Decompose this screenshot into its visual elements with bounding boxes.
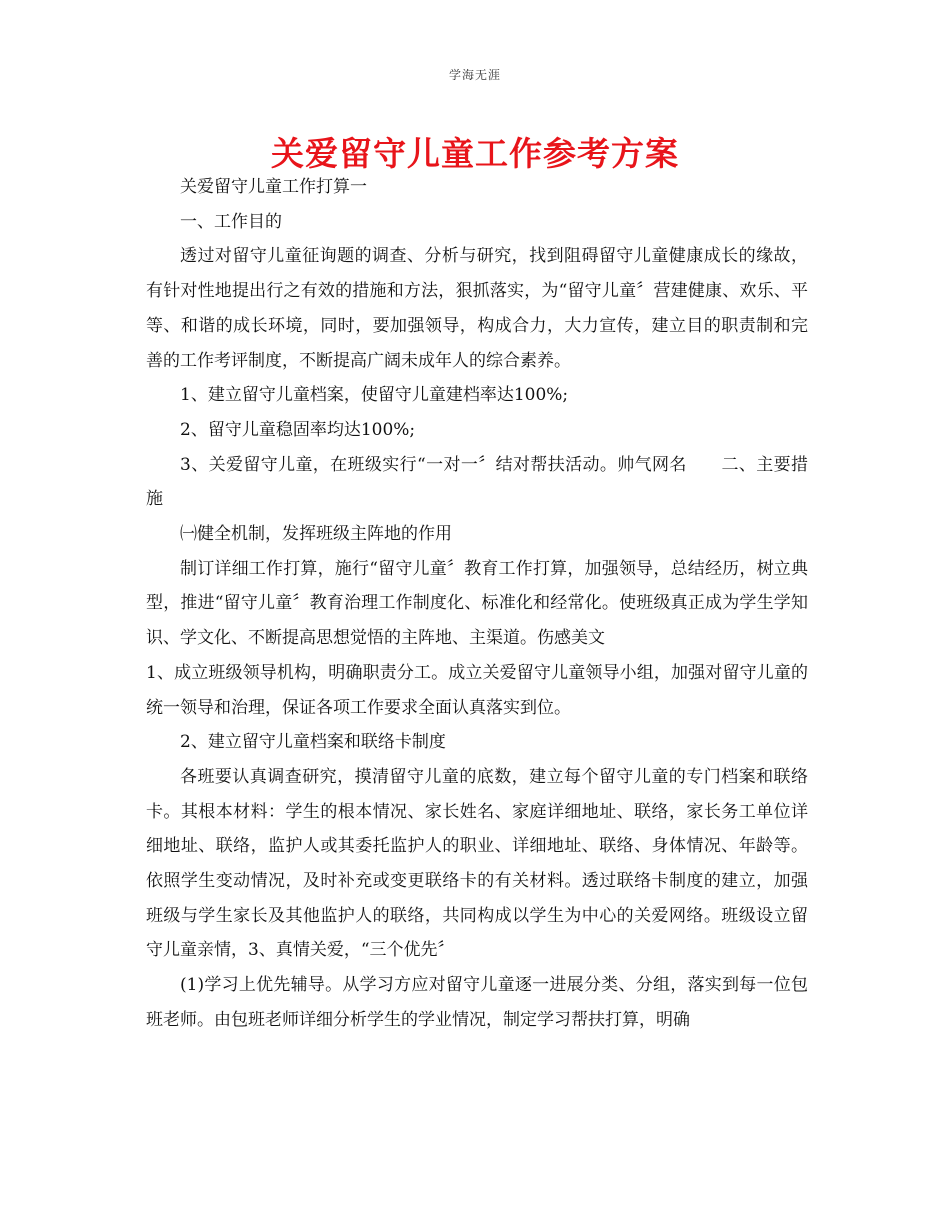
- section-heading: ㈠健全机制，发挥班级主阵地的作用: [180, 524, 452, 545]
- document-body: [146, 170, 808, 1038]
- list-item: (1)学习上优先辅导。从学习方应对留守儿童逐一进展分类、分组，落实到每一位包班老师。由包班老师详细分析学生的学业情况，制定学习帮扶打算，明确: [146, 975, 808, 1030]
- list-item: 1、建立留守儿童档案，使留守儿童建档率达100%;: [180, 385, 569, 406]
- section-heading: 一、工作目的: [180, 211, 282, 232]
- paragraph: 各班要认真调查研究，摸清留守儿童的底数，建立每个留守儿童的专门档案和联络卡。其根本材料：学生的根本情况、家长姓名、家庭详细地址、联络，家长务工单位详细地址、联络，监护人或其委托监护人的职业、详细地址、联络、身体情况、年龄等。依照学生变动情况，及时补充或变更联络卡的有关材料。透过联络卡制度的建立，加强班级与学生家长及其他监护人的联络，共同构成以学生为中心的关爱网络。班级设立留守儿童亲情，3、真情关爱，“三个优先〞: [146, 766, 808, 961]
- list-item: 2、留守儿童稳固率均达100%;: [180, 419, 416, 440]
- document-title: 关爱留守儿童工作参考方案: [271, 134, 679, 173]
- list-item: 2、建立留守儿童档案和联络卡制度: [180, 732, 446, 753]
- list-item: 1、成立班级领导机构，明确职责分工。成立关爱留守儿童领导小组，加强对留守儿童的统一领导和治理，保证各项工作要求全面认真落实到位。: [146, 662, 808, 718]
- paragraph: 透过对留守儿童征询题的调查、分析与研究，找到阻碍留守儿童健康成长的缘故，有针对性地提出行之有效的措施和方法，狠抓落实，为“留守儿童〞营建健康、欢乐、平等、和谐的成长环境，同时，要加强领导，构成合力，大力宣传，建立目的职责制和完善的工作考评制度，不断提高广阔未成年人的综合素养。: [146, 246, 808, 371]
- page-header: 学海无涯: [448, 68, 501, 82]
- paragraph: 关爱留守儿童工作打算一: [180, 177, 367, 197]
- list-item: 3、关爱留守儿童，在班级实行“一对一〞结对帮扶活动。帅气网名 二、主要措施: [146, 454, 808, 510]
- paragraph: 制订详细工作打算，施行“留守儿童〞教育工作打算，加强领导，总结经历，树立典型，推进“留守儿童〞教育治理工作制度化、标准化和经常化。使班级真正成为学生学知识、学文化、不断提高思想觉悟的主阵地、主渠道。伤感美文: [146, 558, 808, 649]
